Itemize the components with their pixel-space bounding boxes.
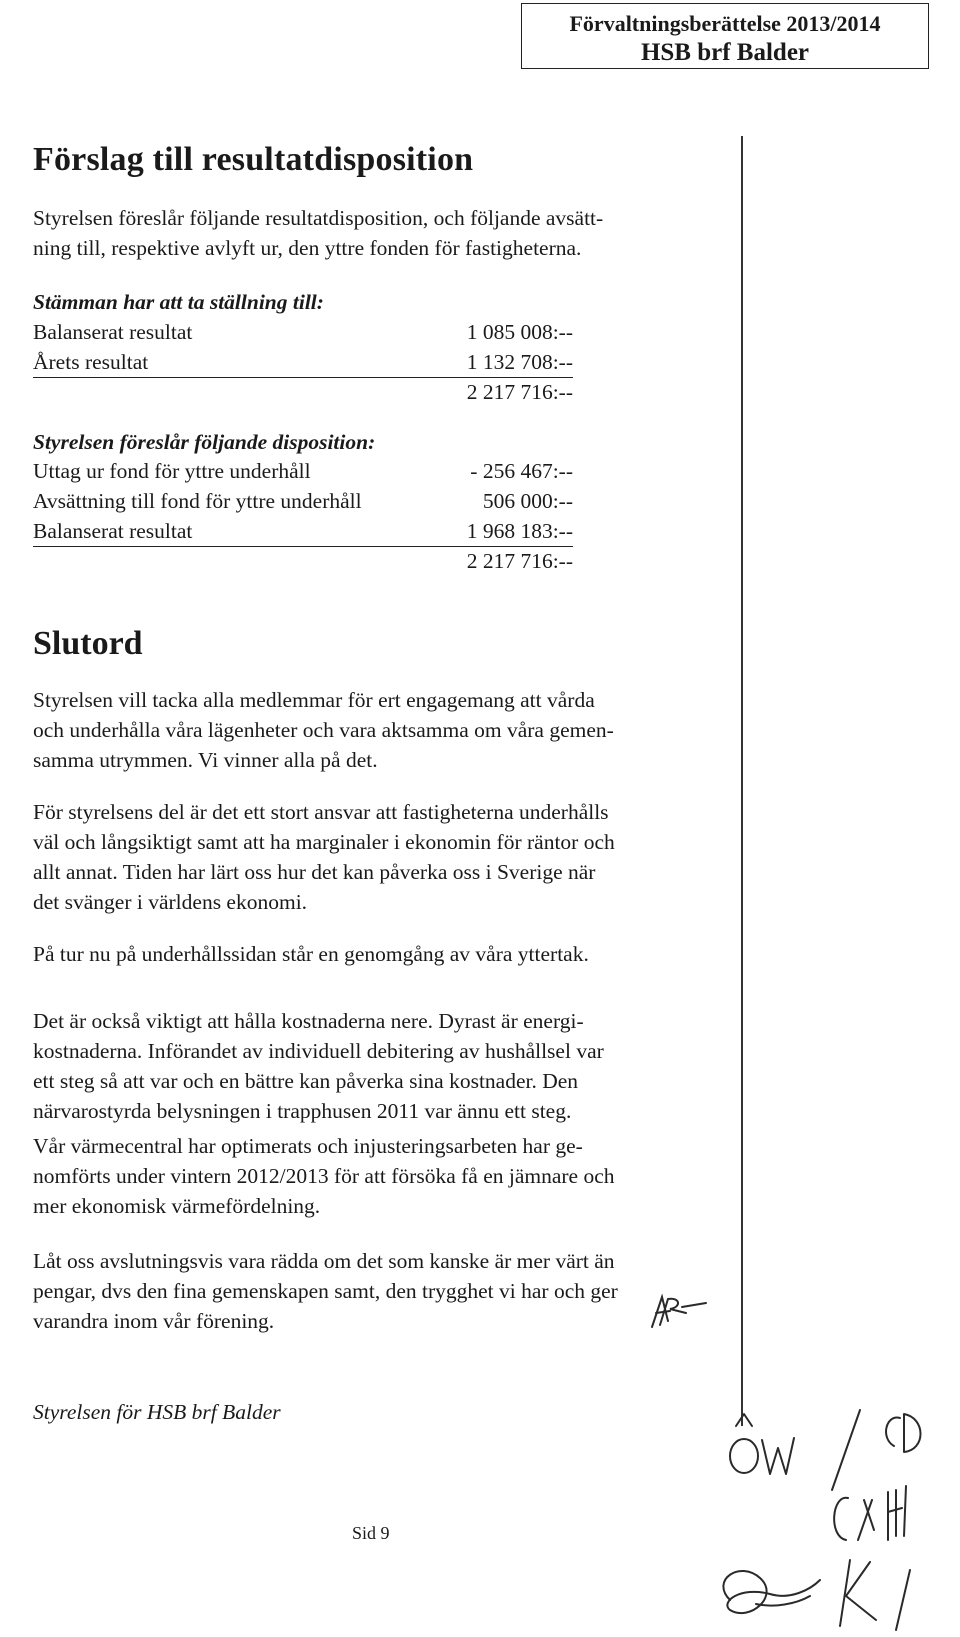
row-label: Avsättning till fond för yttre underhåll xyxy=(33,489,362,513)
handwritten-initials-inline xyxy=(646,1291,726,1331)
text-line: På tur nu på underhållssidan står en genomgång av våra yttertak. xyxy=(33,942,589,966)
disposition-heading: Styrelsen föreslår följande disposition: xyxy=(33,430,376,454)
text-line: Styrelsen föreslår följande resultatdisposition, och följande avsätt- xyxy=(33,206,604,230)
text-line: kostnaderna. Införandet av individuell debitering av hushållsel var xyxy=(33,1039,604,1063)
text-line: närvarostyrda belysningen i trapphusen 2011 var ännu ett steg. xyxy=(33,1099,572,1123)
slutord-paragraph xyxy=(33,939,733,969)
slutord-paragraph xyxy=(33,685,733,775)
text-line: allt annat. Tiden har lärt oss hur det kan påverka oss i Sverige när xyxy=(33,860,596,884)
stamman-row xyxy=(33,350,573,378)
slutord-paragraph xyxy=(33,1246,733,1336)
row-label: Årets resultat xyxy=(33,350,149,374)
stamman-row xyxy=(33,320,573,350)
margin-rule xyxy=(741,136,743,1426)
disposition-total-row xyxy=(33,549,573,579)
row-value: - 256 467:-- xyxy=(470,459,573,483)
text-line: Styrelsen vill tacka alla medlemmar för ert engagemang att vårda xyxy=(33,688,595,712)
row-label: Uttag ur fond för yttre underhåll xyxy=(33,459,311,483)
stamman-heading: Stämman har att ta ställning till: xyxy=(33,290,324,314)
text-line: För styrelsens del är det ett stort ansvar att fastigheterna underhålls xyxy=(33,800,609,824)
text-line: Vår värmecentral har optimerats och injusteringsarbeten har ge- xyxy=(33,1134,583,1158)
slutord-paragraph xyxy=(33,1131,733,1221)
text-line: Det är också viktigt att hålla kostnaderna nere. Dyrast är energi- xyxy=(33,1009,584,1033)
disposition-total: 2 217 716:-- xyxy=(466,549,573,573)
text-line: varandra inom vår förening. xyxy=(33,1309,275,1333)
text-line: väl och långsiktigt samt att ha marginaler i ekonomin för räntor och xyxy=(33,830,615,854)
report-title: Förvaltningsberättelse 2013/2014 xyxy=(569,11,881,36)
text-line: ett steg så att var och en bättre kan påverka sina kostnader. Den xyxy=(33,1069,579,1093)
stamman-total: 2 217 716:-- xyxy=(466,380,573,404)
document-header-box xyxy=(521,3,929,69)
row-value: 1 085 008:-- xyxy=(466,320,573,344)
row-label: Balanserat resultat xyxy=(33,519,193,543)
text-line: det svänger i världens ekonomi. xyxy=(33,890,308,914)
text-line: ning till, respektive avlyft ur, den yttre fonden för fastigheterna. xyxy=(33,236,582,260)
association-name: HSB brf Balder xyxy=(640,39,810,66)
disposition-row xyxy=(33,459,573,489)
disposition-row xyxy=(33,519,573,547)
text-line: och underhålla våra lägenheter och vara aktsamma om våra gemen- xyxy=(33,718,614,742)
handwritten-initials-margin xyxy=(700,1390,950,1635)
intro-paragraph xyxy=(33,203,733,263)
board-signature: Styrelsen för HSB brf Balder xyxy=(33,1400,281,1424)
stamman-total-row xyxy=(33,380,573,410)
text-line: samma utrymmen. Vi vinner alla på det. xyxy=(33,748,378,772)
text-line: mer ekonomisk värmefördelning. xyxy=(33,1194,321,1218)
section-title-resultatdisposition: Förslag till resultatdisposition xyxy=(33,141,474,178)
section-title-slutord: Slutord xyxy=(33,625,143,662)
text-line: nomförts under vintern 2012/2013 för att försöka få en jämnare och xyxy=(33,1164,615,1188)
row-value: 506 000:-- xyxy=(482,489,573,513)
row-value: 1 968 183:-- xyxy=(466,519,573,543)
row-label: Balanserat resultat xyxy=(33,320,193,344)
slutord-paragraph xyxy=(33,1006,733,1126)
page-number: Sid 9 xyxy=(352,1523,390,1543)
row-value: 1 132 708:-- xyxy=(466,350,573,374)
disposition-row xyxy=(33,489,573,519)
slutord-paragraph xyxy=(33,797,733,917)
text-line: Låt oss avslutningsvis vara rädda om det som kanske är mer värt än xyxy=(33,1249,615,1273)
text-line: pengar, dvs den fina gemenskapen samt, den trygghet vi har och ger xyxy=(33,1279,618,1303)
